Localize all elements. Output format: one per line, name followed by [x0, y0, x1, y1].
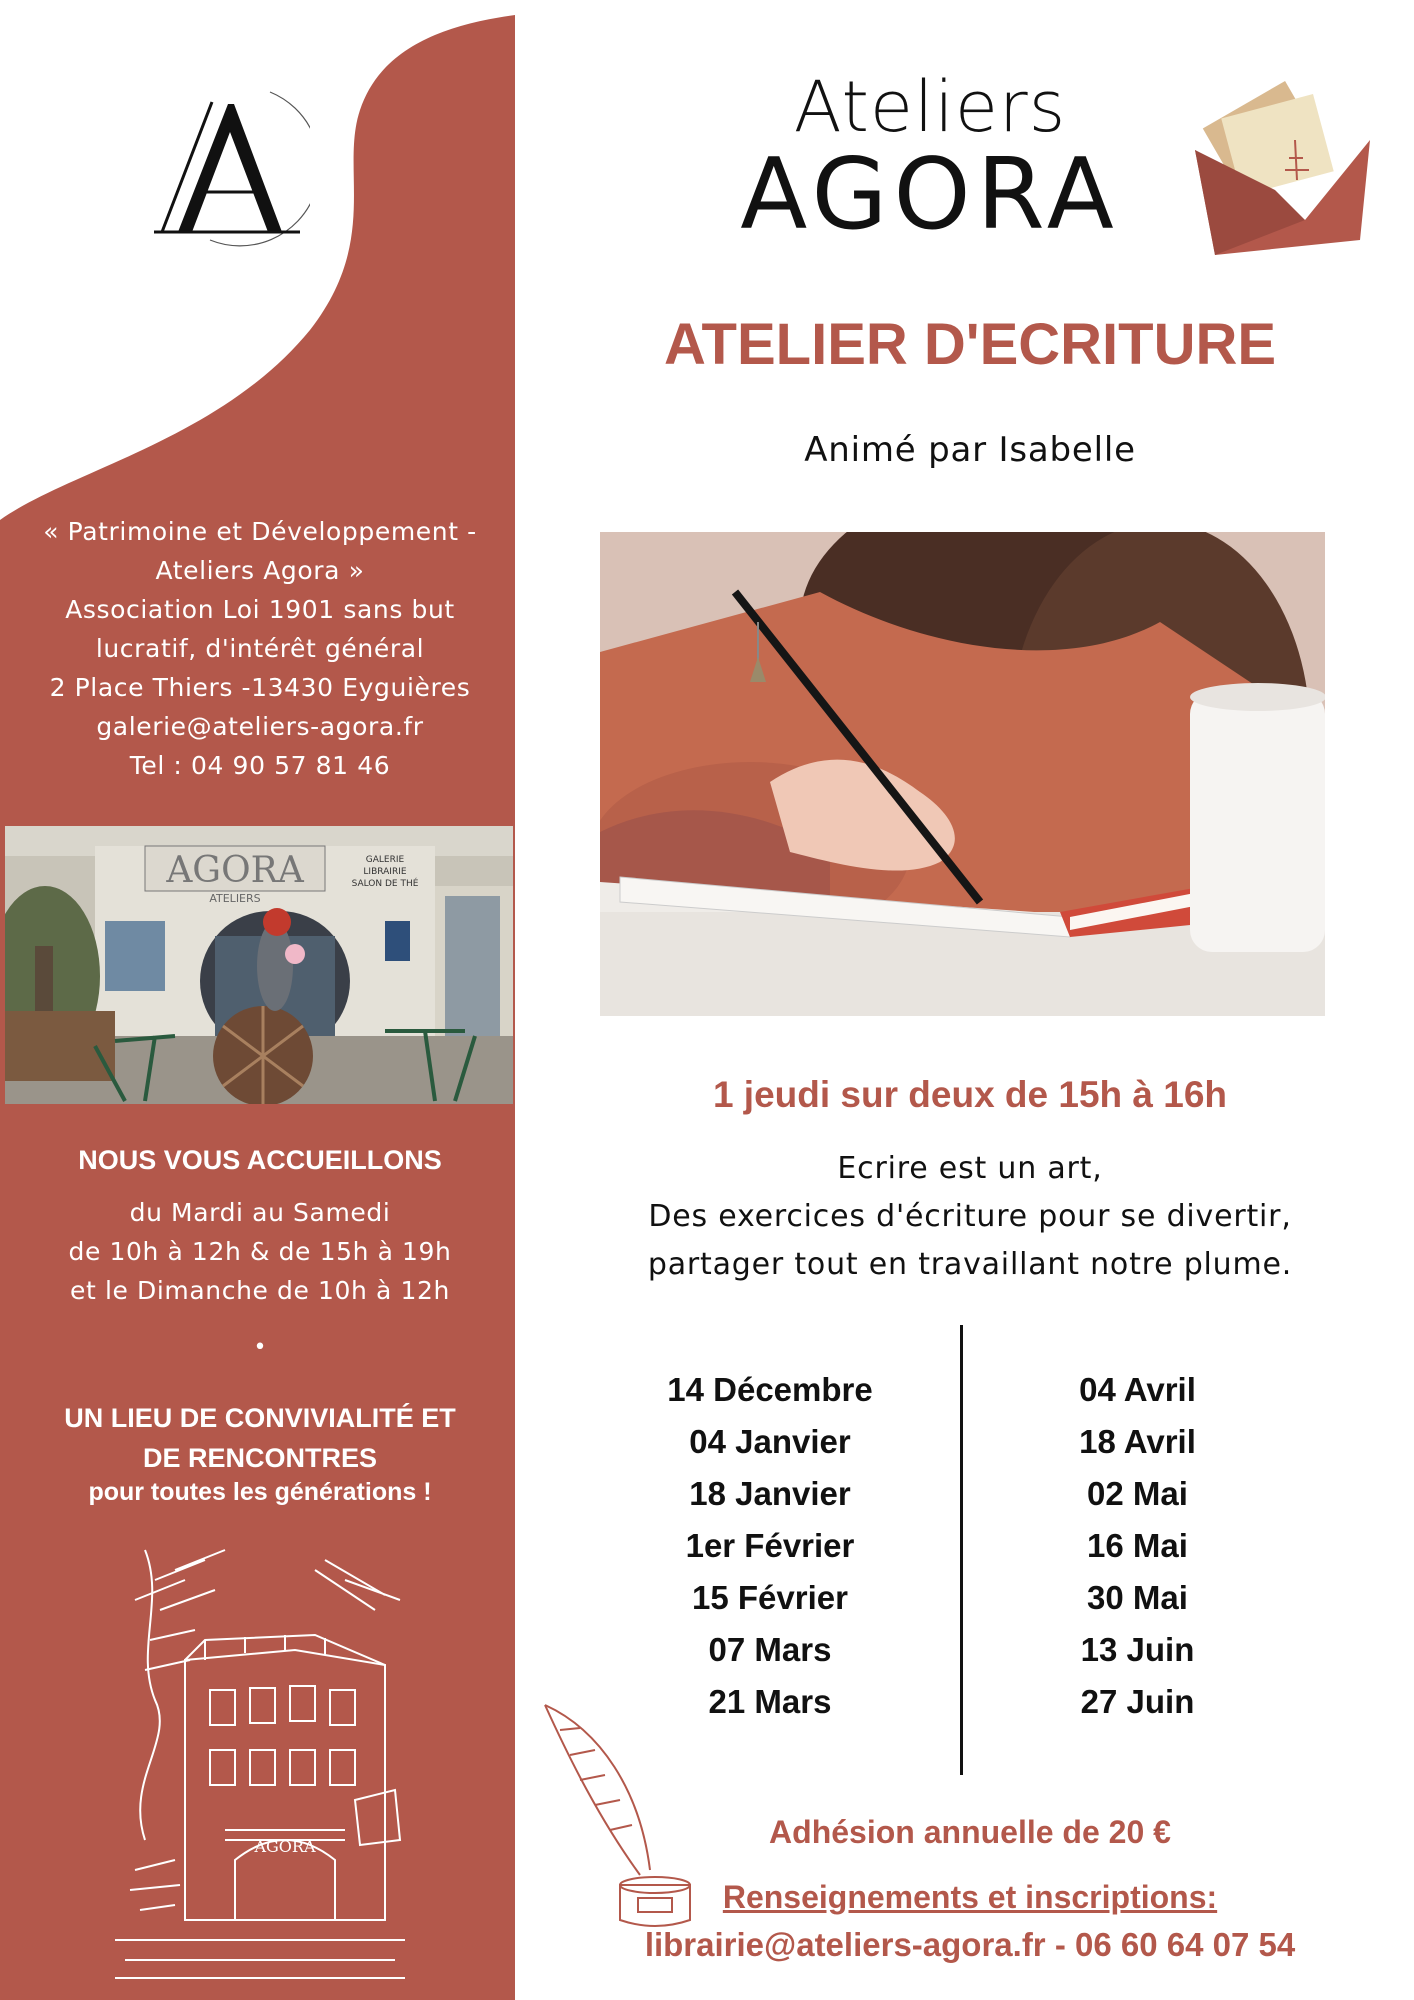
storefront-sign: AGORA: [166, 850, 304, 891]
hours-line: du Mardi au Samedi: [129, 1198, 391, 1227]
monogram-logo: [150, 80, 310, 250]
date-item: 13 Juin: [1080, 1631, 1195, 1668]
place-title: [0, 1398, 520, 1478]
building-sketch-illustration: [115, 1540, 405, 1980]
date-item: 16 Mai: [1087, 1527, 1188, 1564]
sketch-sign: AGORA: [254, 1837, 316, 1856]
place-title-line: UN LIEU DE CONVIVIALITÉ ET: [64, 1403, 456, 1433]
schedule-line: 1 jeudi sur deux de 15h à 16h: [712, 1074, 1228, 1115]
address-block: [0, 512, 520, 785]
description-line: partager tout en travaillant notre plume.: [647, 1247, 1293, 1282]
opening-hours: [0, 1193, 520, 1310]
address-line: Ateliers Agora »: [155, 556, 365, 585]
date-item: 30 Mai: [1087, 1579, 1188, 1616]
address-line: « Patrimoine et Développement -: [43, 517, 477, 546]
storefront-info-line: SALON DE THÉ: [351, 879, 419, 889]
hours-line: et le Dimanche de 10h à 12h: [70, 1276, 450, 1305]
contact-line[interactable]: librairie@ateliers-agora.fr - 06 60 64 07 54: [644, 1926, 1296, 1963]
welcome-title: NOUS VOUS ACCUEILLONS: [78, 1145, 442, 1175]
storefront-info-line: LIBRAIRIE: [363, 867, 407, 877]
address-line: lucratif, d'intérêt général: [95, 634, 425, 663]
date-item: 02 Mai: [1087, 1475, 1188, 1512]
separator-dot: •: [253, 1335, 267, 1360]
storefront-subsign: ATELIERS: [209, 892, 261, 905]
workshop-title: ATELIER D'ECRITURE: [663, 312, 1277, 377]
description-line: Ecrire est un art,: [837, 1151, 1103, 1186]
dates-left-column: [620, 1364, 920, 1728]
writing-photo: [600, 532, 1325, 1016]
date-item: 15 Février: [692, 1579, 848, 1616]
host-line: Animé par Isabelle: [804, 430, 1136, 470]
date-item: 1er Février: [685, 1527, 855, 1564]
date-item: 04 Avril: [1079, 1371, 1196, 1408]
date-item: 04 Janvier: [689, 1423, 851, 1460]
storefront-photo: [5, 826, 513, 1104]
description-line: Des exercices d'écriture pour se divertir,: [648, 1199, 1292, 1234]
brand-name-bottom: AGORA: [740, 138, 1120, 252]
date-item: 21 Mars: [708, 1683, 832, 1720]
place-subtitle: pour toutes les générations !: [88, 1478, 432, 1506]
date-item: 18 Avril: [1079, 1423, 1196, 1460]
envelope-letter-icon: [1185, 70, 1375, 260]
dates-divider: [960, 1325, 963, 1775]
dates-right-column: [1000, 1364, 1275, 1728]
date-item: 14 Décembre: [667, 1371, 873, 1408]
brand-name-top: Ateliers: [793, 66, 1067, 148]
hours-line: de 10h à 12h & de 15h à 19h: [68, 1237, 452, 1266]
date-item: 07 Mars: [708, 1631, 832, 1668]
date-item: 27 Juin: [1080, 1683, 1195, 1720]
description: [580, 1145, 1360, 1289]
address-line: 2 Place Thiers -13430 Eyguières: [49, 673, 471, 702]
date-item: 18 Janvier: [689, 1475, 851, 1512]
storefront-info-line: GALERIE: [365, 855, 405, 865]
address-line: Association Loi 1901 sans but: [65, 595, 455, 624]
phone-text: Tel : 04 90 57 81 46: [129, 751, 391, 780]
place-title-line: DE RENCONTRES: [142, 1443, 378, 1473]
membership-fee: Adhésion annuelle de 20 €: [769, 1814, 1171, 1850]
email-text: galerie@ateliers-agora.fr: [96, 712, 424, 741]
info-label: Renseignements et inscriptions:: [722, 1879, 1218, 1915]
